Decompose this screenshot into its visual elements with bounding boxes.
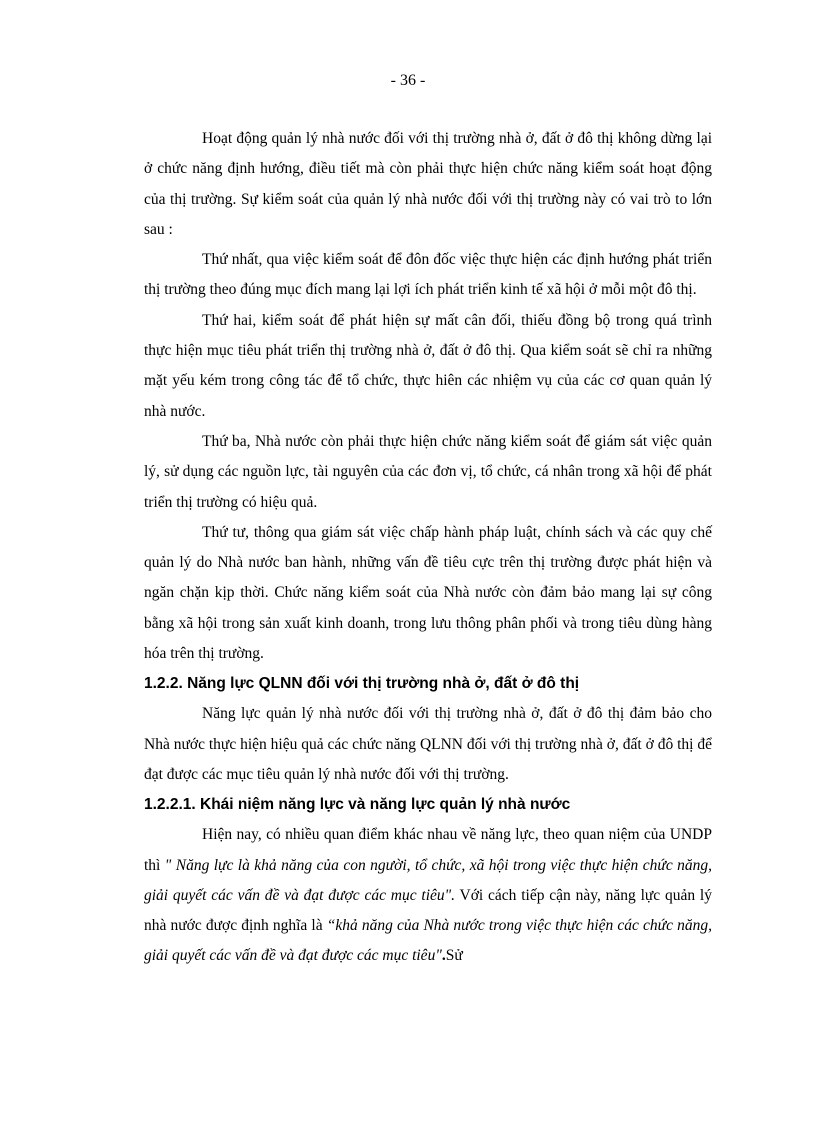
paragraph-control-intro: Hoạt động quản lý nhà nước đối với thị trường nhà ở, đất ở đô thị không dừng lại ở chức năng định hướng, điều tiết mà còn phải thực hiện chức năng kiểm soát hoạt động của thị trường. Sự kiểm soát của quản lý nhà nước đối với thị trường này có vai trò to lớn sau :	[144, 130, 712, 238]
paragraph-fourth: Thứ tư, thông qua giám sát việc chấp hành pháp luật, chính sách và các quy chế quản lý do Nhà nước ban hành, những vấn đề tiêu cực trên thị trường được phát hiện và ngăn chặn kịp thời. Chức năng kiểm soát của Nhà nước còn đảm bảo mang lại sự công bằng xã hội trong sản xuất kinh doanh, trong lưu thông phân phối và trong tiêu dùng hàng hóa trên thị trường.	[144, 523, 712, 663]
paragraph-second: Thứ hai, kiểm soát để phát hiện sự mất cân đối, thiếu đồng bộ trong quá trình thực hiện mục tiêu phát triển thị trường nhà ở, đất ở đô thị. Qua kiểm soát sẽ chỉ ra những mặt yếu kém trong công tác để tổ chức, thực hiên các nhiệm vụ của các cơ quan quản lý nhà nước.	[144, 311, 712, 420]
section-heading-1-2-2-1: 1.2.2.1. Khái niệm năng lực và năng lực quản lý nhà nước	[144, 796, 571, 814]
page-number: - 36 -	[390, 72, 426, 89]
section-heading-1-2-2: 1.2.2. Năng lực QLNN đối với thị trường nhà ở, đất ở đô thị	[144, 675, 580, 693]
paragraph-capacity-definition	[144, 820, 712, 971]
paragraph-third: Thứ ba, Nhà nước còn phải thực hiện chức năng kiểm soát để giám sát việc quản lý, sử dụng các nguồn lực, tài nguyên của các đơn vị, tổ chức, cá nhân trong xã hội để phát triển thị trường có hiệu quả.	[144, 432, 712, 511]
definition-text-middle: Với cách tiếp cận này, năng lực quản lý nhà nước được định nghĩa là	[144, 886, 712, 935]
paragraph-first: Thứ nhất, qua việc kiểm soát để đôn đốc việc thực hiện các định hướng phát triển thị trường theo đúng mục đích mang lại lợi ích phát triển kinh tế xã hội ở mỗi một đô thị.	[144, 251, 712, 299]
document-body	[144, 124, 712, 972]
definition-text-tail: Sử	[445, 947, 463, 965]
state-capacity-quote: “khả năng của Nhà nước trong việc thực hiện các chức năng, giải quyết các vấn đề và đạt được các mục tiêu"	[144, 917, 712, 965]
quote-end-period: .	[441, 947, 446, 965]
paragraph-capacity-intro: Năng lực quản lý nhà nước đối với thị trường nhà ở, đất ở đô thị đảm bảo cho Nhà nước thực hiện hiệu quả các chức năng QLNN đối với thị trường nhà ở, đất ở đô thị để đạt được các mục tiêu quản lý nhà nước đối với thị trường.	[144, 705, 712, 783]
undp-quote: " Năng lực là khả năng của con người, tổ chức, xã hội trong việc thực hiện chức năng, giải quyết các vấn đề và đạt được các mục tiêu".	[144, 856, 712, 904]
definition-text-lead: Hiện nay, có nhiều quan điểm khác nhau về năng lực, theo quan niệm của UNDP thì	[144, 826, 712, 874]
